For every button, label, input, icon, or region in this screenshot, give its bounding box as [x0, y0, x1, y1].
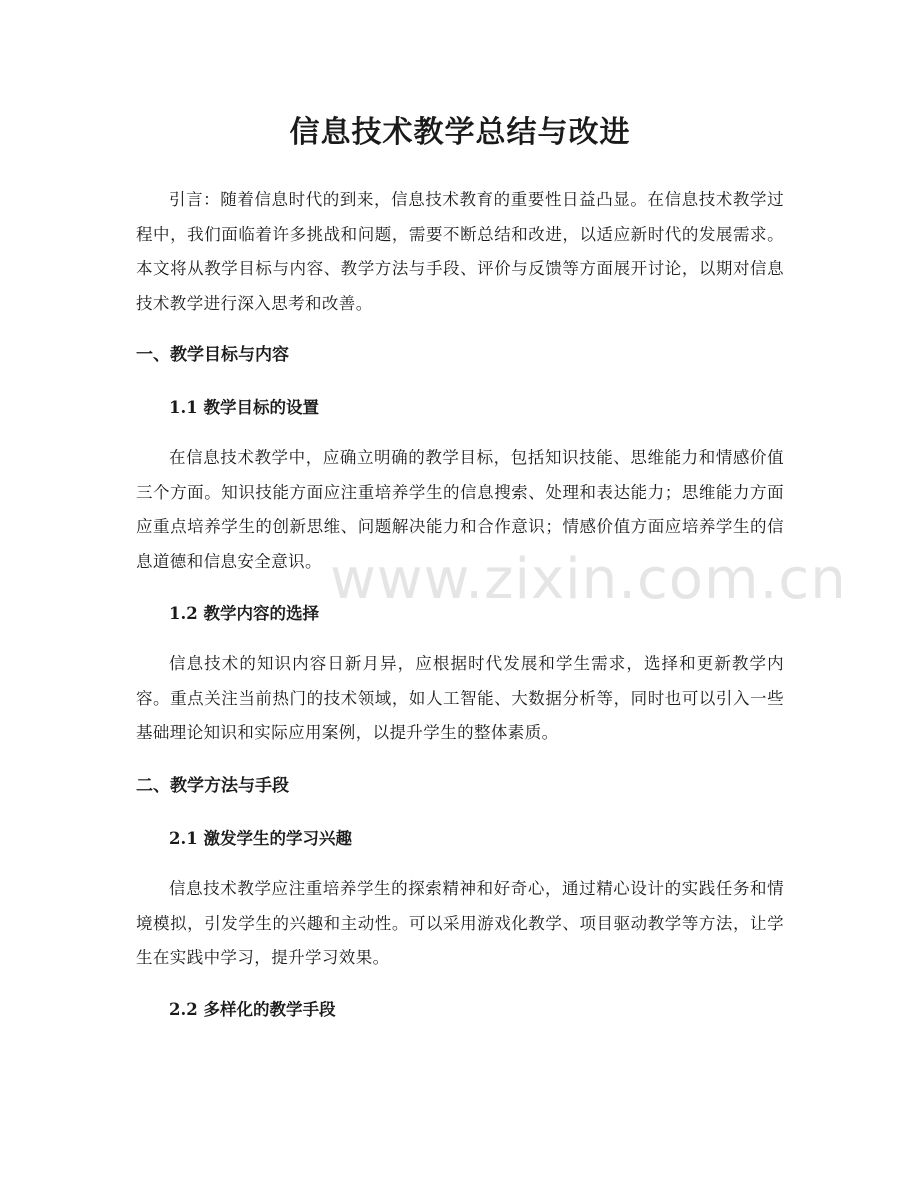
watermark: www.zixin.com.cn	[330, 547, 847, 612]
subsection-1-1-body: 在信息技术教学中，应确立明确的教学目标，包括知识技能、思维能力和情感价值三个方面。知识技能方面应注重培养学生的信息搜索、处理和表达能力；思维能力方面应重点培养学生的创新思维、问题解决能力和合作意识；情感价值方面应培养学生的信息道德和信息安全意识。	[136, 448, 784, 571]
intro-paragraph: 引言：随着信息时代的到来，信息技术教育的重要性日益凸显。在信息技术教学过程中，我们面临着许多挑战和问题，需要不断总结和改进，以适应新时代的发展需求。本文将从教学目标与内容、教学方法与手段、评价与反馈等方面展开讨论，以期对信息技术教学进行深入思考和改善。	[136, 190, 784, 313]
subsection-1-2-body: 信息技术的知识内容日新月异，应根据时代发展和学生需求，选择和更新教学内容。重点关注当前热门的技术领域，如人工智能、大数据分析等，同时也可以引入一些基础理论知识和实际应用案例，以提升学生的整体素质。	[136, 654, 784, 742]
subsection-1-2-heading: 1.2 教学内容的选择	[169, 604, 319, 623]
subsection-2-1-heading: 2.1 激发学生的学习兴趣	[169, 829, 352, 848]
subsection-1-1-heading: 1.1 教学目标的设置	[169, 398, 319, 417]
subsection-2-1-body: 信息技术教学应注重培养学生的探索精神和好奇心，通过精心设计的实践任务和情境模拟，引发学生的兴趣和主动性。可以采用游戏化教学、项目驱动教学等方法，让学生在实践中学习，提升学习效果。	[136, 879, 784, 967]
subsection-2-2-heading: 2.2 多样化的教学手段	[169, 1000, 336, 1019]
section-1-heading: 一、教学目标与内容	[136, 345, 289, 365]
document-title: 信息技术教学总结与改进	[289, 115, 631, 150]
section-2-heading: 二、教学方法与手段	[136, 776, 289, 796]
